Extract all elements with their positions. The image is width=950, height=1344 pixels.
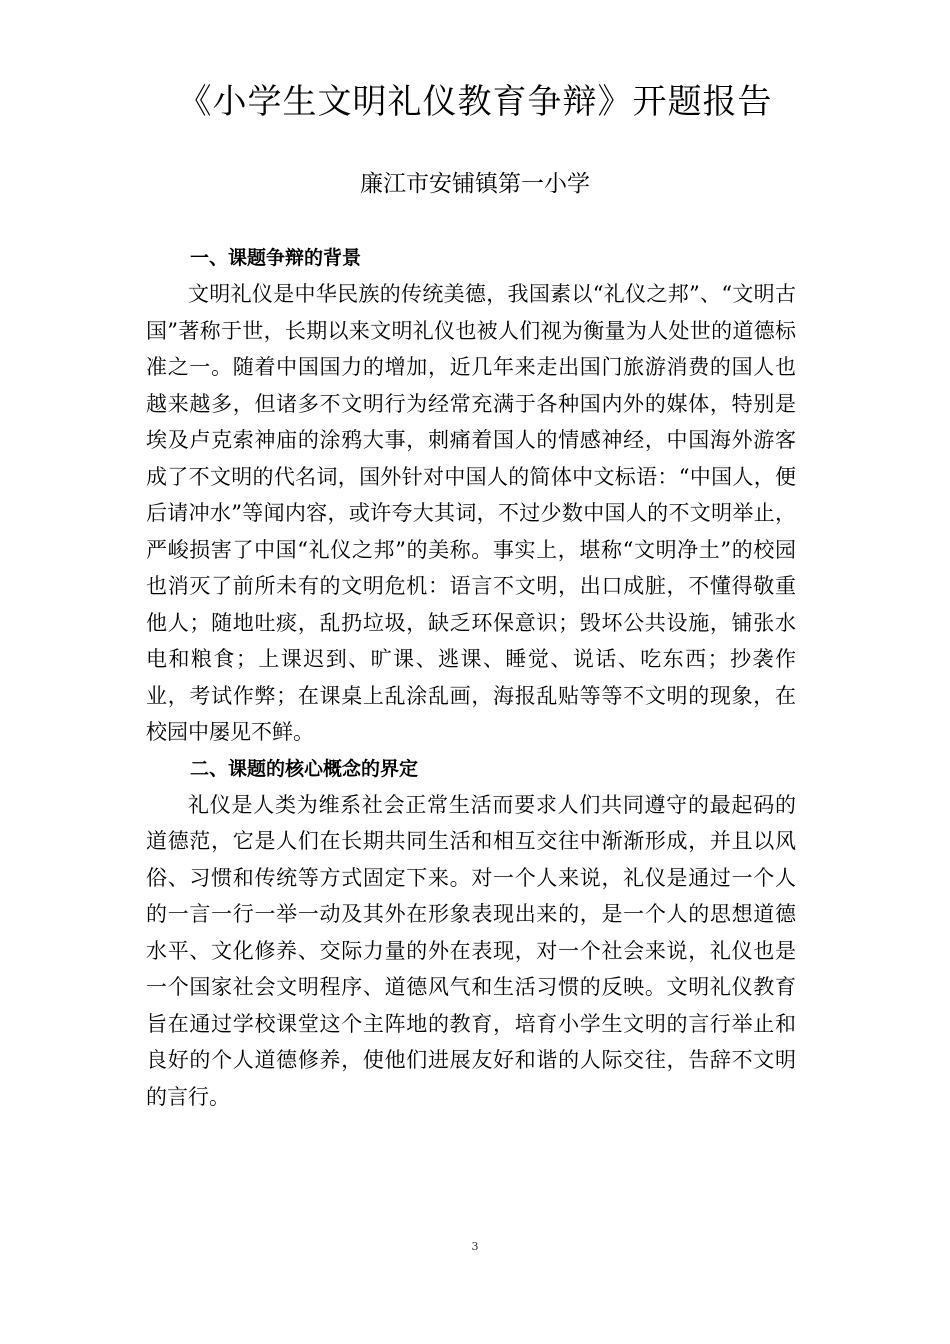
section-heading-concept-definition: 二、课题的核心概念的界定 [190, 757, 419, 780]
document-body [146, 240, 796, 1115]
section-paragraph-background: 文明礼仪是中华民族的传统美德，我国素以“礼仪之邦”、“文明古国”著称于世，长期以来文明礼仪也被人们视为衡量为人处世的道德标准之一。随着中国国力的增加，近几年来走出国门旅游消费的国人也越来越多，但诸多不文明行为经常充满于各种国内外的媒体，特别是埃及卢克索神庙的涂鸦大事，刺痛着国人的情感神经，中国海外游客成了不文明的代名词，国外针对中国人的简体中文标语：“中国人，便后请冲水”等闻内容，或许夸大其词，不过少数中国人的不文明举止，严峻损害了中国“礼仪之邦”的美称。事实上，堪称“文明净土”的校园也消灭了前所未有的文明危机：语言不文明，出口成脏，不懂得敬重他人；随地吐痰，乱扔垃圾，缺乏环保意识；毁坏公共设施，铺张水电和粮食；上课迟到、旷课、逃课、睡觉、说话、吃东西；抄袭作业，考试作弊；在课桌上乱涂乱画，海报乱贴等等不文明的现象，在校园中屡见不鲜。 [146, 282, 796, 744]
document-title: 《小学生文明礼仪教育争辩》开题报告 [177, 82, 773, 122]
page-number: 3 [471, 1240, 479, 1253]
section-paragraph-concept-definition: 礼仪是人类为维系社会正常生活而要求人们共同遵守的最起码的道德范，它是人们在长期共同生活和相互交往中渐渐形成，并且以风俗、习惯和传统等方式固定下来。对一个人来说，礼仪是通过一个人的一言一行一举一动及其外在形象表现出来的，是一个人的思想道德水平、文化修养、交际力量的外在表现，对一个社会来说，礼仪也是一个国家社会文明程序、道德风气和生活习惯的反映。文明礼仪教育旨在通过学校课堂这个主阵地的教育，培育小学生文明的言行举止和良好的个人道德修养，使他们进展友好和谐的人际交往，告辞不文明的言行。 [146, 792, 796, 1109]
section-heading-background: 一、课题争辩的背景 [190, 247, 362, 269]
school-name: 廉江市安铺镇第一小学 [360, 171, 590, 197]
